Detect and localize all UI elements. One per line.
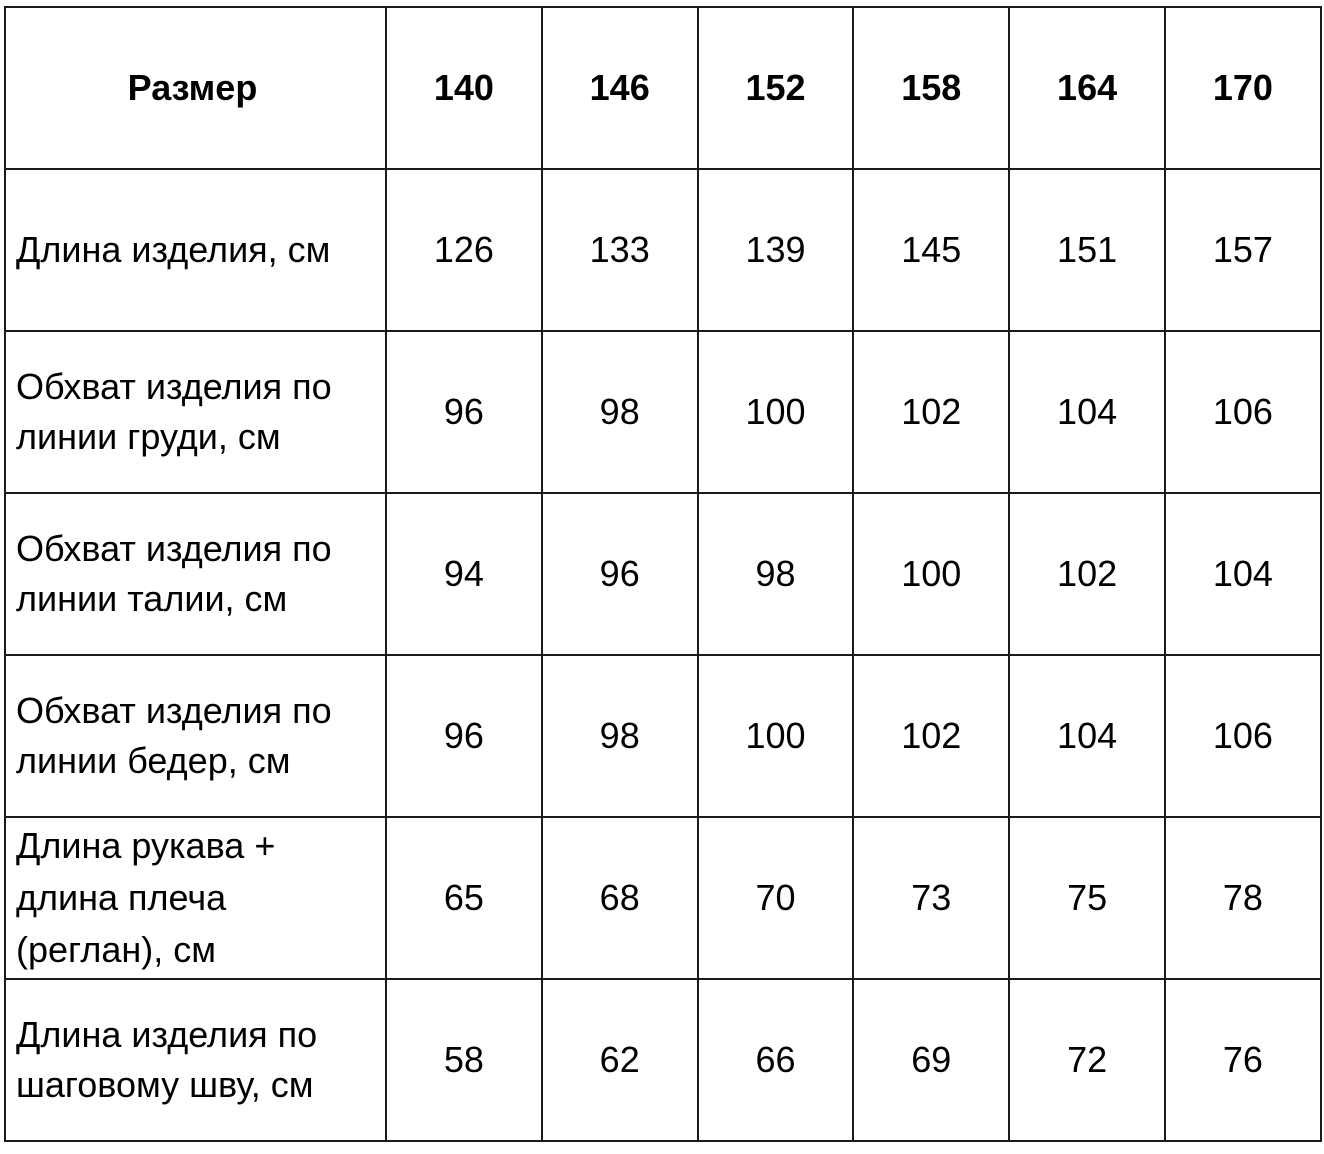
- table-header-row: [5, 7, 1321, 169]
- table-row: [5, 331, 1321, 493]
- value-cell: 106: [1165, 655, 1321, 817]
- value-cell: 157: [1165, 169, 1321, 331]
- value-cell: 78: [1165, 817, 1321, 979]
- value-cell: 151: [1009, 169, 1165, 331]
- value-cell: 106: [1165, 331, 1321, 493]
- row-label-cell: Длина изделия по шаговому шву, см: [5, 979, 386, 1141]
- value-cell: 65: [386, 817, 542, 979]
- value-cell: 66: [698, 979, 854, 1141]
- value-cell: 96: [386, 331, 542, 493]
- value-cell: 73: [853, 817, 1009, 979]
- value-cell: 98: [698, 493, 854, 655]
- row-label-cell: Обхват изделия по линии груди, см: [5, 331, 386, 493]
- value-cell: 68: [542, 817, 698, 979]
- value-cell: 98: [542, 655, 698, 817]
- value-cell: 102: [853, 331, 1009, 493]
- value-cell: 126: [386, 169, 542, 331]
- header-size-cell: 146: [542, 7, 698, 169]
- header-size-cell: 152: [698, 7, 854, 169]
- value-cell: 98: [542, 331, 698, 493]
- table-row: [5, 979, 1321, 1141]
- value-cell: 104: [1009, 331, 1165, 493]
- value-cell: 133: [542, 169, 698, 331]
- value-cell: 62: [542, 979, 698, 1141]
- value-cell: 58: [386, 979, 542, 1141]
- header-label-cell: Размер: [5, 7, 386, 169]
- value-cell: 100: [698, 331, 854, 493]
- value-cell: 102: [853, 655, 1009, 817]
- header-size-cell: 158: [853, 7, 1009, 169]
- table-row: [5, 169, 1321, 331]
- value-cell: 96: [386, 655, 542, 817]
- value-cell: 70: [698, 817, 854, 979]
- size-chart-table: [4, 6, 1322, 1142]
- value-cell: 69: [853, 979, 1009, 1141]
- row-label-cell: Длина изделия, см: [5, 169, 386, 331]
- value-cell: 145: [853, 169, 1009, 331]
- value-cell: 72: [1009, 979, 1165, 1141]
- value-cell: 75: [1009, 817, 1165, 979]
- value-cell: 100: [698, 655, 854, 817]
- value-cell: 96: [542, 493, 698, 655]
- value-cell: 100: [853, 493, 1009, 655]
- header-size-cell: 164: [1009, 7, 1165, 169]
- value-cell: 102: [1009, 493, 1165, 655]
- header-size-cell: 140: [386, 7, 542, 169]
- value-cell: 94: [386, 493, 542, 655]
- table-row: [5, 817, 1321, 979]
- row-label-cell: Обхват изделия по линии бедер, см: [5, 655, 386, 817]
- table-row: [5, 655, 1321, 817]
- table-row: [5, 493, 1321, 655]
- value-cell: 139: [698, 169, 854, 331]
- row-label-cell: Длина рукава + длина плеча (реглан), см: [5, 817, 386, 979]
- value-cell: 76: [1165, 979, 1321, 1141]
- row-label-cell: Обхват изделия по линии талии, см: [5, 493, 386, 655]
- value-cell: 104: [1009, 655, 1165, 817]
- header-size-cell: 170: [1165, 7, 1321, 169]
- value-cell: 104: [1165, 493, 1321, 655]
